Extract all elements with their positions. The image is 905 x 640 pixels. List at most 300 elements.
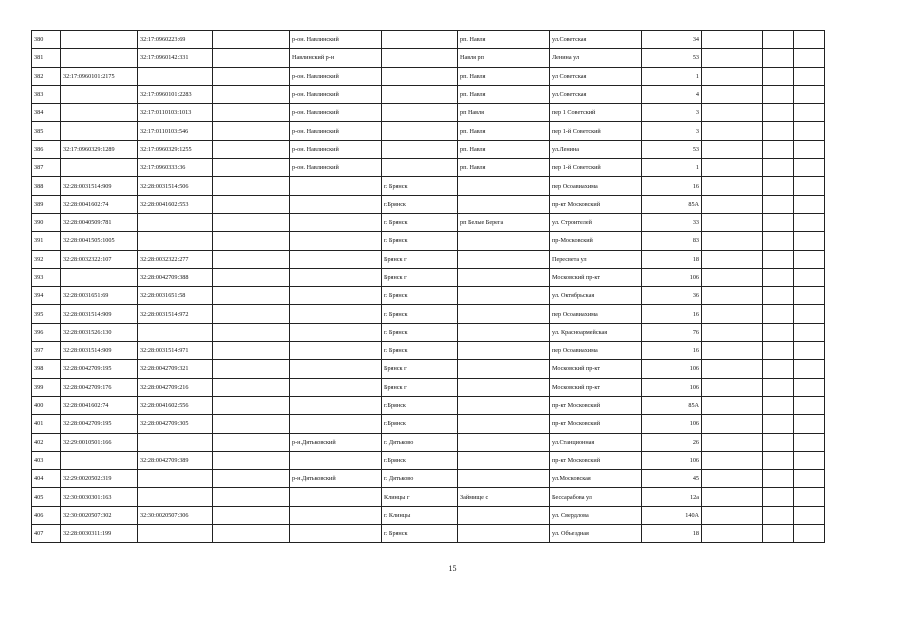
cell-city (382, 85, 458, 103)
cell-house-number: 85А (642, 396, 702, 414)
cell-cadastral-number-building (138, 433, 213, 451)
cell-extra-2 (763, 85, 794, 103)
cell-street: пер 1 Советский (550, 104, 642, 122)
cell-street: Московский пр-кт (550, 360, 642, 378)
cell-house-number: 16 (642, 305, 702, 323)
cell-extra-3 (794, 378, 825, 396)
cell-row-number: 406 (32, 506, 61, 524)
cell-district (290, 323, 382, 341)
cell-row-number: 401 (32, 415, 61, 433)
cell-cadastral-number-building: 32:28:0041602:556 (138, 396, 213, 414)
table-row (32, 213, 825, 231)
cell-extra-1 (702, 195, 763, 213)
cell-city (382, 140, 458, 158)
cell-house-number: 140А (642, 506, 702, 524)
registry-table-body (32, 31, 825, 543)
cell-settlement (458, 360, 550, 378)
cell-street: Московский пр-кт (550, 378, 642, 396)
cell-extra-2 (763, 140, 794, 158)
cell-city: г. Брянск (382, 305, 458, 323)
cell-extra-2 (763, 195, 794, 213)
cell-settlement (458, 378, 550, 396)
cell-extra-2 (763, 287, 794, 305)
cell-district (290, 195, 382, 213)
cell-extra-3 (794, 415, 825, 433)
cell-street: пер 1-й Советский (550, 122, 642, 140)
cell-cadastral-number-building (138, 488, 213, 506)
cell-cadastral-number-land (61, 451, 138, 469)
cell-settlement (458, 525, 550, 543)
cell-extra-cadastral (213, 159, 290, 177)
cell-house-number: 85А (642, 195, 702, 213)
cell-cadastral-number-land: 32:28:0041505:1005 (61, 232, 138, 250)
cell-cadastral-number-building (138, 232, 213, 250)
cell-extra-1 (702, 506, 763, 524)
cell-cadastral-number-land (61, 31, 138, 49)
cell-extra-2 (763, 49, 794, 67)
cell-extra-1 (702, 213, 763, 231)
cell-extra-3 (794, 67, 825, 85)
cell-street: ул. Объездная (550, 525, 642, 543)
cell-extra-cadastral (213, 323, 290, 341)
cell-settlement (458, 287, 550, 305)
cell-extra-3 (794, 177, 825, 195)
table-row (32, 525, 825, 543)
table-row (32, 268, 825, 286)
table-row (32, 323, 825, 341)
cell-extra-cadastral (213, 470, 290, 488)
cell-city: г.Брянск (382, 451, 458, 469)
cell-district (290, 415, 382, 433)
table-row (32, 49, 825, 67)
cell-house-number: 33 (642, 213, 702, 231)
table-row (32, 488, 825, 506)
cell-cadastral-number-land: 32:28:0041602:74 (61, 195, 138, 213)
cell-street: пр-кт Московский (550, 415, 642, 433)
cell-street: ул. Красноармейская (550, 323, 642, 341)
cell-street: ул.Ленина (550, 140, 642, 158)
cell-cadastral-number-building: 32:17:0960333:36 (138, 159, 213, 177)
cell-settlement (458, 177, 550, 195)
cell-extra-3 (794, 360, 825, 378)
cell-extra-2 (763, 470, 794, 488)
cell-row-number: 392 (32, 250, 61, 268)
cell-extra-3 (794, 31, 825, 49)
cell-extra-3 (794, 323, 825, 341)
cell-extra-1 (702, 360, 763, 378)
cell-extra-2 (763, 433, 794, 451)
cell-extra-2 (763, 177, 794, 195)
cell-city (382, 122, 458, 140)
cell-house-number: 45 (642, 470, 702, 488)
cell-row-number: 396 (32, 323, 61, 341)
cell-street: пр-кт Московский (550, 396, 642, 414)
cell-street: пр-кт Московский (550, 451, 642, 469)
cell-extra-cadastral (213, 250, 290, 268)
cell-district (290, 305, 382, 323)
cell-row-number: 382 (32, 67, 61, 85)
cell-extra-cadastral (213, 360, 290, 378)
cell-street: ул.Станционная (550, 433, 642, 451)
cell-settlement (458, 415, 550, 433)
cell-extra-2 (763, 159, 794, 177)
cell-cadastral-number-building: 32:28:0042709:389 (138, 451, 213, 469)
cell-city (382, 49, 458, 67)
table-row (32, 140, 825, 158)
cell-city: г. Дятьково (382, 470, 458, 488)
cell-extra-3 (794, 159, 825, 177)
cell-row-number: 387 (32, 159, 61, 177)
cell-district: р-он. Навлинский (290, 104, 382, 122)
cell-cadastral-number-land (61, 268, 138, 286)
cell-extra-3 (794, 195, 825, 213)
cell-district: Навлинский р-н (290, 49, 382, 67)
cell-extra-1 (702, 122, 763, 140)
cell-cadastral-number-building: 32:28:0031514:971 (138, 342, 213, 360)
cell-street: Бессарабова ул (550, 488, 642, 506)
cell-city: г. Брянск (382, 213, 458, 231)
cell-city: г. Брянск (382, 177, 458, 195)
cell-city: Брянск г (382, 268, 458, 286)
cell-extra-1 (702, 525, 763, 543)
cell-city (382, 67, 458, 85)
cell-city: г. Брянск (382, 342, 458, 360)
cell-district (290, 396, 382, 414)
table-row (32, 415, 825, 433)
cell-extra-cadastral (213, 49, 290, 67)
cell-row-number: 399 (32, 378, 61, 396)
cell-district: р-он. Навлинский (290, 85, 382, 103)
table-row (32, 451, 825, 469)
cell-city (382, 159, 458, 177)
cell-city: г. Клинцы (382, 506, 458, 524)
cell-settlement (458, 470, 550, 488)
table-row (32, 433, 825, 451)
registry-table (31, 30, 825, 543)
cell-house-number: 26 (642, 433, 702, 451)
cell-extra-3 (794, 396, 825, 414)
cell-district: р-он. Навлинский (290, 140, 382, 158)
cell-house-number: 53 (642, 140, 702, 158)
cell-street: ул.Советская (550, 85, 642, 103)
cell-house-number: 106 (642, 378, 702, 396)
cell-cadastral-number-land: 32:28:0030311:199 (61, 525, 138, 543)
cell-house-number: 3 (642, 104, 702, 122)
cell-street: ул.Советская (550, 31, 642, 49)
table-row (32, 122, 825, 140)
cell-city: г.Брянск (382, 195, 458, 213)
cell-extra-3 (794, 140, 825, 158)
cell-cadastral-number-land: 32:28:0031514:909 (61, 305, 138, 323)
cell-cadastral-number-land: 32:30:0020507:302 (61, 506, 138, 524)
cell-cadastral-number-land: 32:28:0042709:176 (61, 378, 138, 396)
cell-district (290, 268, 382, 286)
cell-extra-3 (794, 85, 825, 103)
cell-cadastral-number-building: 32:17:0110103:1013 (138, 104, 213, 122)
cell-extra-cadastral (213, 525, 290, 543)
cell-house-number: 106 (642, 268, 702, 286)
cell-house-number: 12а (642, 488, 702, 506)
table-row (32, 31, 825, 49)
cell-row-number: 398 (32, 360, 61, 378)
cell-street: пер 1-й Советский (550, 159, 642, 177)
cell-house-number: 106 (642, 415, 702, 433)
cell-cadastral-number-land (61, 85, 138, 103)
cell-extra-3 (794, 342, 825, 360)
cell-city (382, 31, 458, 49)
cell-cadastral-number-land: 32:28:0031514:909 (61, 177, 138, 195)
table-row (32, 378, 825, 396)
cell-cadastral-number-building: 32:28:0042709:388 (138, 268, 213, 286)
cell-street: ул. Свердлова (550, 506, 642, 524)
cell-city: г.Брянск (382, 415, 458, 433)
cell-extra-1 (702, 433, 763, 451)
cell-district (290, 451, 382, 469)
cell-extra-1 (702, 177, 763, 195)
cell-row-number: 380 (32, 31, 61, 49)
cell-extra-1 (702, 323, 763, 341)
cell-district (290, 360, 382, 378)
cell-cadastral-number-building: 32:28:0031514:972 (138, 305, 213, 323)
cell-cadastral-number-land: 32:28:0032322:107 (61, 250, 138, 268)
cell-row-number: 388 (32, 177, 61, 195)
cell-house-number: 16 (642, 177, 702, 195)
table-row (32, 305, 825, 323)
cell-extra-cadastral (213, 67, 290, 85)
cell-row-number: 385 (32, 122, 61, 140)
cell-extra-3 (794, 232, 825, 250)
page-number: 15 (448, 564, 457, 573)
cell-settlement: Навля рп (458, 49, 550, 67)
cell-cadastral-number-building: 32:28:0042709:321 (138, 360, 213, 378)
cell-city: Клинцы г (382, 488, 458, 506)
cell-cadastral-number-building: 32:17:0960101:2283 (138, 85, 213, 103)
cell-cadastral-number-building (138, 323, 213, 341)
table-row (32, 470, 825, 488)
cell-house-number: 3 (642, 122, 702, 140)
cell-city: Брянск г (382, 378, 458, 396)
table-row (32, 250, 825, 268)
cell-extra-1 (702, 85, 763, 103)
cell-extra-cadastral (213, 122, 290, 140)
cell-district: р-он. Навлинский (290, 67, 382, 85)
cell-row-number: 383 (32, 85, 61, 103)
cell-district (290, 488, 382, 506)
cell-extra-cadastral (213, 213, 290, 231)
cell-house-number: 18 (642, 250, 702, 268)
cell-extra-cadastral (213, 232, 290, 250)
table-row (32, 85, 825, 103)
cell-row-number: 397 (32, 342, 61, 360)
cell-row-number: 404 (32, 470, 61, 488)
cell-settlement: рп. Навля (458, 122, 550, 140)
cell-extra-3 (794, 213, 825, 231)
registry-sheet (31, 30, 825, 543)
cell-house-number: 1 (642, 67, 702, 85)
cell-street: ул. Строителей (550, 213, 642, 231)
cell-extra-2 (763, 104, 794, 122)
cell-cadastral-number-building: 32:30:0020507:306 (138, 506, 213, 524)
cell-street: пр-Московский (550, 232, 642, 250)
cell-settlement (458, 433, 550, 451)
cell-extra-1 (702, 451, 763, 469)
cell-extra-3 (794, 305, 825, 323)
cell-extra-2 (763, 232, 794, 250)
cell-city: г. Брянск (382, 287, 458, 305)
cell-settlement (458, 451, 550, 469)
cell-district: р-он. Навлинский (290, 31, 382, 49)
cell-extra-cadastral (213, 177, 290, 195)
cell-extra-3 (794, 488, 825, 506)
cell-district (290, 525, 382, 543)
cell-row-number: 403 (32, 451, 61, 469)
cell-city: г. Брянск (382, 525, 458, 543)
cell-cadastral-number-land: 32:17:0960101:2175 (61, 67, 138, 85)
cell-extra-3 (794, 122, 825, 140)
cell-cadastral-number-building (138, 67, 213, 85)
table-row (32, 287, 825, 305)
cell-cadastral-number-land (61, 122, 138, 140)
cell-cadastral-number-building (138, 213, 213, 231)
cell-extra-3 (794, 506, 825, 524)
cell-street: пр-кт Московский (550, 195, 642, 213)
cell-house-number: 36 (642, 287, 702, 305)
cell-house-number: 76 (642, 323, 702, 341)
cell-extra-cadastral (213, 506, 290, 524)
cell-settlement (458, 305, 550, 323)
cell-settlement (458, 323, 550, 341)
cell-cadastral-number-building: 32:28:0042709:216 (138, 378, 213, 396)
cell-house-number: 106 (642, 451, 702, 469)
cell-city: Брянск г (382, 360, 458, 378)
cell-cadastral-number-building: 32:17:0960142:331 (138, 49, 213, 67)
cell-cadastral-number-land: 32:28:0031651:69 (61, 287, 138, 305)
table-row (32, 67, 825, 85)
cell-row-number: 390 (32, 213, 61, 231)
table-row (32, 396, 825, 414)
cell-extra-2 (763, 268, 794, 286)
cell-extra-1 (702, 140, 763, 158)
cell-extra-1 (702, 342, 763, 360)
table-row (32, 195, 825, 213)
cell-row-number: 400 (32, 396, 61, 414)
cell-cadastral-number-building: 32:17:0110103:546 (138, 122, 213, 140)
cell-extra-2 (763, 506, 794, 524)
cell-cadastral-number-land: 32:28:0031514:909 (61, 342, 138, 360)
cell-extra-cadastral (213, 488, 290, 506)
cell-row-number: 381 (32, 49, 61, 67)
cell-extra-3 (794, 525, 825, 543)
cell-extra-cadastral (213, 378, 290, 396)
cell-extra-1 (702, 159, 763, 177)
cell-extra-2 (763, 415, 794, 433)
cell-extra-2 (763, 360, 794, 378)
table-row (32, 177, 825, 195)
cell-row-number: 394 (32, 287, 61, 305)
cell-settlement: рп. Навля (458, 85, 550, 103)
cell-street: ул. Октябрьская (550, 287, 642, 305)
cell-extra-2 (763, 488, 794, 506)
cell-extra-2 (763, 31, 794, 49)
cell-district (290, 506, 382, 524)
cell-extra-1 (702, 396, 763, 414)
cell-settlement (458, 342, 550, 360)
cell-cadastral-number-land: 32:28:0041602:74 (61, 396, 138, 414)
cell-street: Ленина ул (550, 49, 642, 67)
cell-extra-2 (763, 525, 794, 543)
cell-house-number: 34 (642, 31, 702, 49)
cell-row-number: 389 (32, 195, 61, 213)
cell-extra-2 (763, 250, 794, 268)
cell-extra-cadastral (213, 305, 290, 323)
cell-house-number: 18 (642, 525, 702, 543)
cell-cadastral-number-building: 32:17:0960329:1255 (138, 140, 213, 158)
cell-district (290, 177, 382, 195)
cell-extra-1 (702, 287, 763, 305)
cell-row-number: 407 (32, 525, 61, 543)
cell-cadastral-number-building: 32:28:0031651:58 (138, 287, 213, 305)
cell-row-number: 384 (32, 104, 61, 122)
table-row (32, 342, 825, 360)
cell-extra-1 (702, 104, 763, 122)
cell-extra-cadastral (213, 415, 290, 433)
cell-extra-cadastral (213, 195, 290, 213)
cell-row-number: 393 (32, 268, 61, 286)
cell-extra-3 (794, 104, 825, 122)
table-row (32, 506, 825, 524)
cell-street: ул.Московская (550, 470, 642, 488)
table-row (32, 360, 825, 378)
cell-cadastral-number-land: 32:28:0040509:781 (61, 213, 138, 231)
cell-settlement: рп. Навля (458, 140, 550, 158)
cell-extra-1 (702, 49, 763, 67)
cell-extra-1 (702, 488, 763, 506)
cell-extra-3 (794, 433, 825, 451)
cell-extra-3 (794, 49, 825, 67)
cell-cadastral-number-land: 32:28:0042709:195 (61, 415, 138, 433)
cell-house-number: 83 (642, 232, 702, 250)
cell-settlement (458, 195, 550, 213)
cell-row-number: 395 (32, 305, 61, 323)
cell-extra-3 (794, 451, 825, 469)
cell-house-number: 16 (642, 342, 702, 360)
cell-row-number: 402 (32, 433, 61, 451)
cell-city: г.Брянск (382, 396, 458, 414)
cell-extra-1 (702, 232, 763, 250)
cell-extra-1 (702, 378, 763, 396)
cell-district: р-он. Навлинский (290, 159, 382, 177)
cell-settlement (458, 250, 550, 268)
table-row (32, 159, 825, 177)
cell-extra-2 (763, 451, 794, 469)
cell-row-number: 391 (32, 232, 61, 250)
cell-extra-1 (702, 268, 763, 286)
cell-extra-3 (794, 470, 825, 488)
cell-extra-1 (702, 67, 763, 85)
cell-settlement: рп. Навля (458, 31, 550, 49)
cell-settlement (458, 506, 550, 524)
cell-extra-2 (763, 378, 794, 396)
cell-district (290, 287, 382, 305)
cell-street: пер Осоавиахима (550, 305, 642, 323)
cell-cadastral-number-building: 32:28:0031514:506 (138, 177, 213, 195)
cell-extra-3 (794, 250, 825, 268)
table-row (32, 104, 825, 122)
cell-settlement: рп. Навля (458, 159, 550, 177)
cell-house-number: 1 (642, 159, 702, 177)
cell-cadastral-number-land: 32:29:0020502:319 (61, 470, 138, 488)
cell-street: Московский пр-кт (550, 268, 642, 286)
